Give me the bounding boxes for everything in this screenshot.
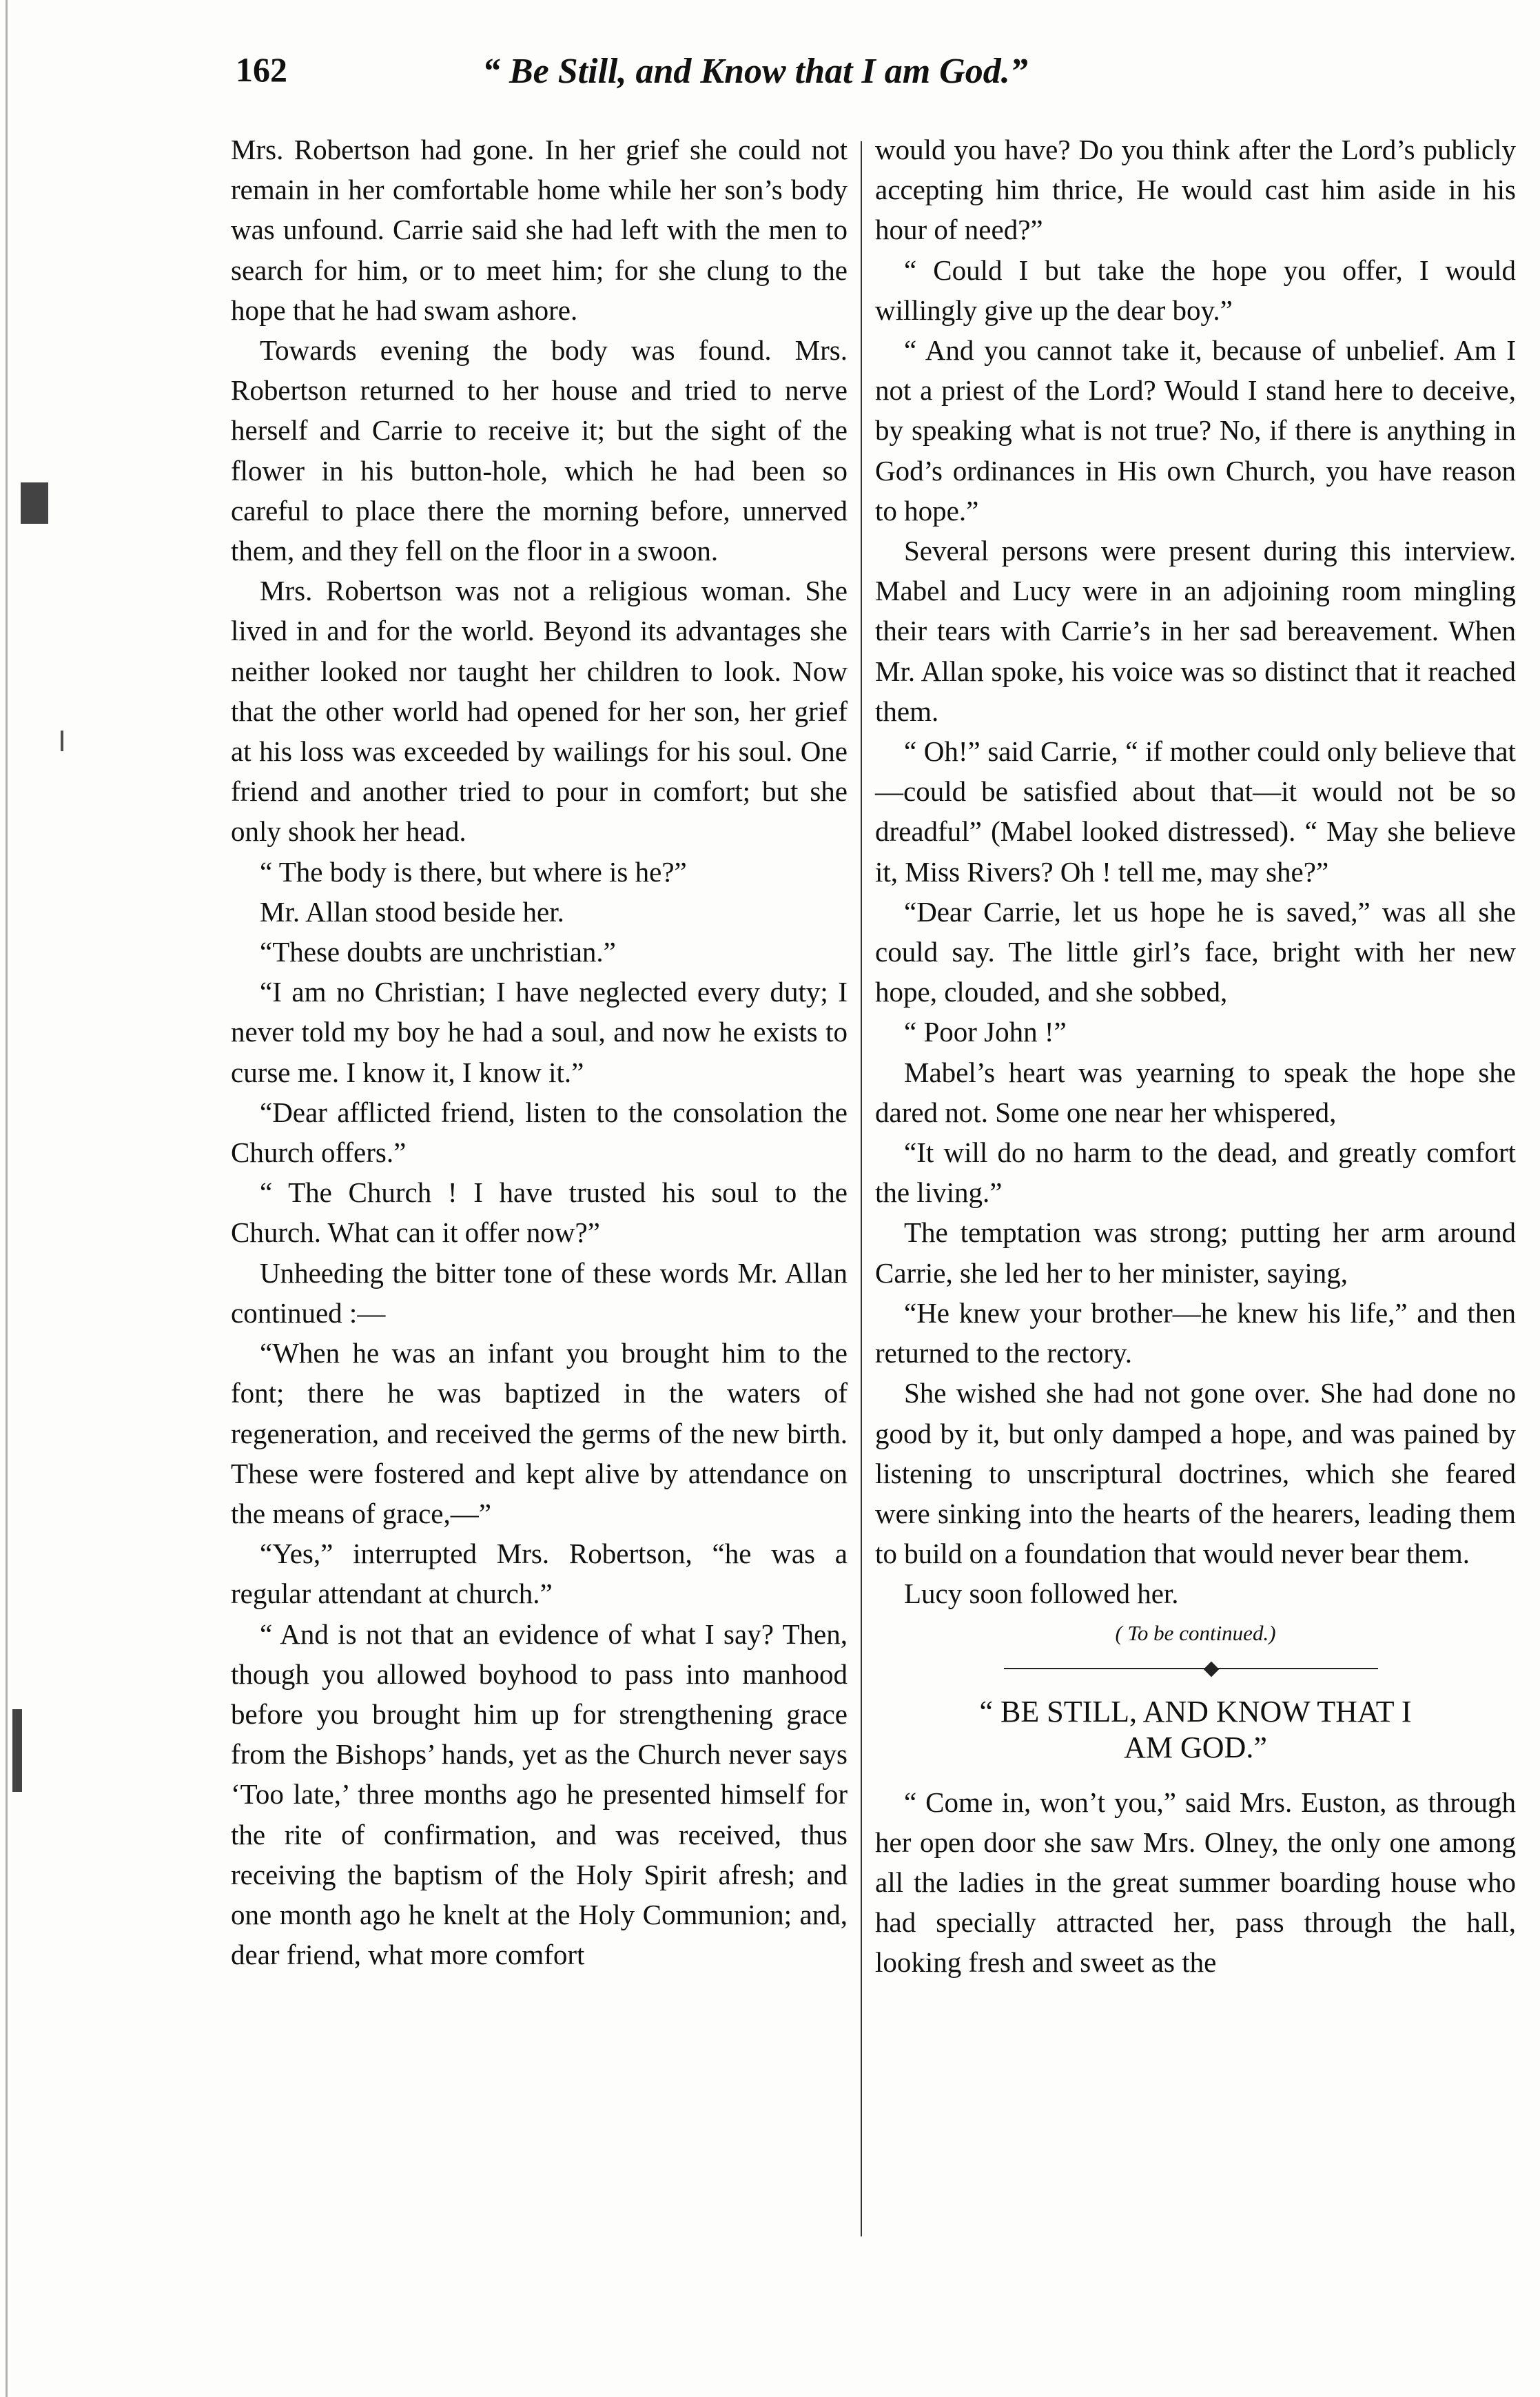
scan-edge-mark — [6, 0, 8, 2397]
paragraph: The temptation was strong; putting her arm around Carrie, she led her to her minister, saying, — [875, 1216, 1516, 1289]
paragraph: Mrs. Robertson had gone. In her grief she could not remain in her comfortable home while her son’s body was unfound. Carrie said she had left with the men to search for him, or to meet him; for she clung to the hope that he had swam ashore. — [231, 134, 848, 326]
paragraph: “ And you cannot take it, because of unbelief. Am I not a priest of the Lord? Would I stand here to deceive, by speaking what is not true? No, if there is anything in God’s ordinances in His own Church, you have reason to hope.” — [875, 334, 1516, 527]
paragraph: “He knew your brother—he knew his life,” and then returned to the rectory. — [875, 1296, 1516, 1369]
scan-edge-mark — [12, 1709, 22, 1792]
scan-edge-mark — [61, 731, 63, 751]
paragraph: “When he was an infant you brought him to the font; there he was baptized in the waters of regeneration, and received the germs of the new birth. These were fostered and kept alive by attendance on the means of grace,—” — [231, 1337, 848, 1529]
paragraph: Mr. Allan stood beside her. — [260, 895, 564, 928]
divider-rule — [1004, 1668, 1378, 1669]
paragraph: “ And is not that an evidence of what I say? Then, though you allowed boyhood to pass into manhood before you brought him up for strengthening grace from the Bishops’ hands, yet as the Church never says ‘Too late,’ three months ago he presented himself for the rite of confirmation, and was received, thus receiving the baptism of the Holy Spirit afresh; and one month ago he knelt at the Holy Communion; and, dear friend, what more comfort — [231, 1618, 848, 1971]
paragraph: “Dear Carrie, let us hope he is saved,” was all she could say. The little girl’s face, bright with her new hope, clouded, and she sobbed, — [875, 895, 1516, 1008]
paragraph: She wished she had not gone over. She had done no good by it, but only damped a hope, and was pained by listening to unscriptural doctrines, which she feared were sinking into the hearts of the hearers, leading them to build on a foundation that would never bear them. — [875, 1377, 1516, 1570]
paragraph: Mabel’s heart was yearning to speak the hope she dared not. Some one near her whispered, — [875, 1056, 1516, 1128]
section-divider — [875, 1653, 1516, 1684]
left-column — [231, 130, 848, 1975]
column-divider-rule — [861, 141, 862, 2236]
paragraph: Several persons were present during this interview. Mabel and Lucy were in an adjoining room mingling their tears with Carrie’s in her sad bereavement. When Mr. Allan spoke, his voice was so distinct that it reached them. — [875, 535, 1516, 727]
paragraph: “These doubts are unchristian.” — [260, 936, 616, 968]
paragraph: would you have? Do you think after the Lord’s publicly accepting him thrice, He would cast him aside in his hour of need?” — [875, 134, 1516, 246]
paragraph: “It will do no harm to the dead, and greatly comfort the living.” — [875, 1136, 1516, 1209]
paragraph: Unheeding the bitter tone of these words Mr. Allan continued :— — [231, 1256, 848, 1329]
paragraph: Towards evening the body was found. Mrs. Robertson returned to her house and tried to nerve herself and Carrie to receive it; but the sight of the flower in his button-hole, which he had been so careful to place there the morning before, unnerved them, and they fell on the floor in a swoon. — [231, 334, 848, 567]
page-number: 162 — [236, 50, 287, 89]
paragraph: “Yes,” interrupted Mrs. Robertson, “he was a regular attendant at church.” — [231, 1538, 848, 1610]
divider-ornament — [1204, 1661, 1220, 1677]
paragraph: “ Could I but take the hope you offer, I would willingly give up the dear boy.” — [875, 254, 1516, 326]
running-head: “ Be Still, and Know that I am God.” — [482, 52, 1028, 91]
article-title-line-1: “ BE STILL, AND KNOW THAT I — [979, 1694, 1412, 1728]
article-title — [875, 1694, 1516, 1766]
paragraph: “ The body is there, but where is he?” — [260, 855, 687, 888]
article-title-line-2: AM GOD.” — [1124, 1730, 1267, 1764]
paragraph: “ The Church ! I have trusted his soul to the Church. What can it offer now?” — [231, 1176, 848, 1249]
right-column — [875, 130, 1516, 1983]
paragraph: “ Poor John !” — [904, 1016, 1067, 1048]
paragraph: “ Come in, won’t you,” said Mrs. Euston, as through her open door she saw Mrs. Olney, the only one among all the ladies in the great summer boarding house who had specially attracted her, pass through the hall, looking fresh and sweet as the — [875, 1786, 1516, 1979]
scan-edge-mark — [21, 482, 48, 524]
paragraph: “I am no Christian; I have neglected every duty; I never told my boy he had a soul, and now he exists to curse me. I know it, I know it.” — [231, 976, 848, 1088]
paragraph: “ Oh!” said Carrie, “ if mother could only believe that—could be satisfied about that—it would not be so dreadful” (Mabel looked distressed). “ May she believe it, Miss Rivers? Oh ! tell me, may she?” — [875, 735, 1516, 888]
paragraph: Lucy soon followed her. — [904, 1578, 1179, 1610]
paragraph: Mrs. Robertson was not a religious woman. She lived in and for the world. Beyond its advantages she neither looked nor taught her children to look. Now that the other world had opened for her son, her grief at his loss was exceeded by wailings for his soul. One friend and another tried to pour in comfort; but she only shook her head. — [231, 575, 848, 848]
to-be-continued: ( To be continued.) — [1115, 1620, 1276, 1645]
paragraph: “Dear afflicted friend, listen to the consolation the Church offers.” — [231, 1096, 848, 1169]
